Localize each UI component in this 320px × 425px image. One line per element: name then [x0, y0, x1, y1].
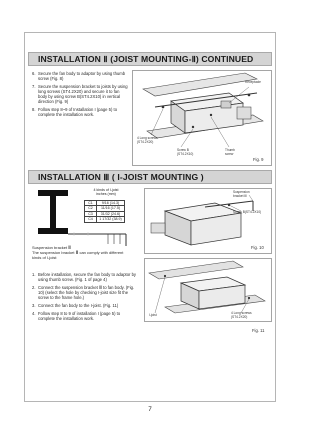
- step-item: [32, 272, 136, 282]
- bracket-note-title: Suspension bracket Ⅲ: [32, 245, 72, 250]
- figure-label: Fig. 9: [253, 157, 264, 162]
- step-item: [32, 285, 136, 300]
- bracket-note-text: The suspension bracket Ⅲ can comply with different kinds of I-joist: [32, 249, 124, 260]
- i-joist-sizes-table: [84, 200, 125, 223]
- step-number: 1.: [32, 272, 36, 277]
- table-cell: C4: [85, 217, 97, 222]
- callout-thumb-screw: Thumb screw: [225, 148, 235, 156]
- step-item: [32, 71, 128, 81]
- callout-receptacle: Receptacle: [245, 80, 261, 84]
- callout-long-screws: 4 Long screws (ST4.2X20): [137, 136, 158, 144]
- step-number: 6.: [32, 71, 36, 76]
- fan-joist-illustration: [133, 71, 273, 167]
- callout-i-joist: I-joist: [149, 313, 157, 317]
- table-cell: 1 17/32 (38.9): [97, 217, 125, 222]
- step-item: [32, 84, 128, 104]
- table-row: [85, 206, 125, 211]
- table-row: [85, 217, 125, 222]
- i-joist-table-caption: 4 kinds of I-joist inches (mm): [93, 188, 119, 197]
- section-title: INSTALLATION Ⅲ ( I-JOIST MOUNTING ): [38, 172, 204, 182]
- table-cell: 31/32 (24.6): [97, 211, 125, 216]
- step-number: 4.: [32, 311, 36, 316]
- figure-label: Fig. 10: [251, 245, 264, 250]
- step-number: 3.: [32, 303, 36, 308]
- page-number: 7: [148, 406, 152, 413]
- table-cell: 9/16 (14.3): [97, 201, 125, 206]
- table-cell: C1: [85, 201, 97, 206]
- callout-long-screws: 4 Long screws (ST4.2X20): [231, 311, 252, 319]
- table-cell: C2: [85, 206, 97, 211]
- table-cell: C3: [85, 211, 97, 216]
- figure-label: Fig. 11: [252, 328, 265, 333]
- step-number: 7.: [32, 84, 36, 89]
- step-item: [32, 311, 136, 321]
- table-cell: 11/16 (17.5): [97, 206, 125, 211]
- callout-screw-b: Screw B(ST4.2X10): [233, 210, 262, 214]
- step-text: Connect the suspension bracket Ⅲ to fan body. (Fig. 10) (select the hole by checking I-joist size fit the screw to the frame hole.): [38, 285, 135, 300]
- step-text: Secure the fan body to adaptor by using thumb screw (Fig. 8): [38, 71, 126, 81]
- figure-10: [144, 188, 272, 254]
- table-row: [85, 211, 125, 216]
- fan-ijoist-illustration: [145, 259, 273, 323]
- figure-11: [144, 258, 272, 322]
- table-row: [85, 201, 125, 206]
- section-header-i-joist-mounting: [28, 170, 272, 184]
- callout-suspension-bracket: Suspension bracket Ⅲ: [233, 190, 250, 198]
- callout-screw-b: Screw B (ST4.2X10): [177, 148, 194, 156]
- section1-steps: [32, 71, 128, 120]
- step-text: Secure the suspension bracket to joists by using long screws (ST4.2X20) and secure it to fan body by using screw B(ST4.2X10) in vertical direction (Fig. 9): [38, 84, 128, 104]
- step-item: [32, 303, 136, 308]
- step-number: 8.: [32, 107, 36, 112]
- section2-steps: [32, 272, 136, 324]
- step-text: Follow step 8~9 of Installation I (page 5) to complete the installation work.: [38, 107, 118, 117]
- step-item: [32, 107, 128, 117]
- bracket-note: [32, 246, 128, 260]
- step-text: Follow step 8 to 9 of installation I (page 5) to complete the installation work.: [38, 311, 121, 321]
- step-number: 2.: [32, 285, 36, 290]
- section-header-joist-mounting-continued: [28, 52, 272, 66]
- section-title: INSTALLATION Ⅱ (JOIST MOUNTING-Ⅱ) CONTINUED: [38, 54, 254, 64]
- i-joist-profile-icon: [38, 190, 70, 236]
- step-text: Before installation, secure the fan body to adaptor by using thumb screw. (Fig. 1 of page 4): [38, 272, 137, 282]
- step-text: Connect the fan body to the I-joist. (Fig. 11): [38, 303, 119, 308]
- figure-9: [132, 70, 272, 166]
